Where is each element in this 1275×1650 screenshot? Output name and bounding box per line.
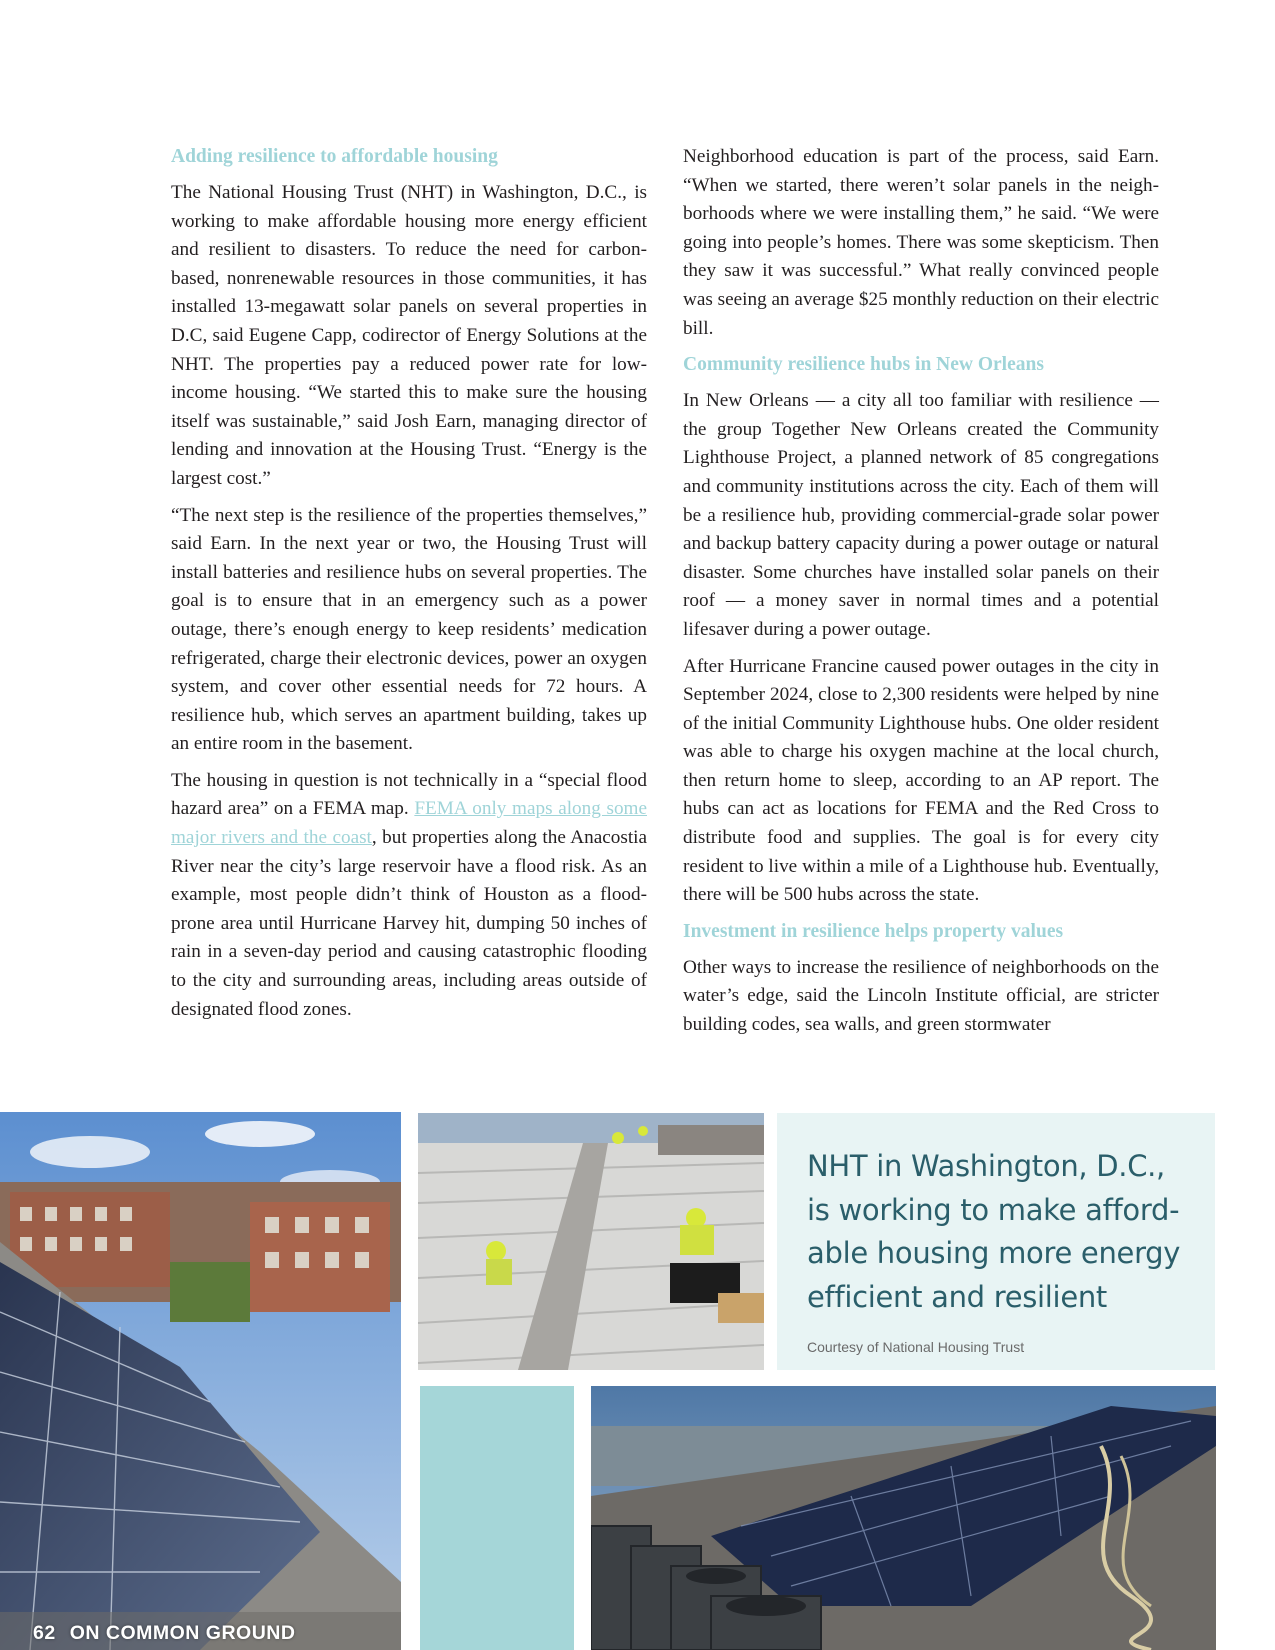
paragraph: Other ways to increase the resilience of neighborhoods on the water’s edge, said the Lincoln Institute official, are stricter building codes, sea walls, and green stormwater	[683, 956, 1159, 1036]
page-footer	[33, 1622, 295, 1645]
paragraph-text: The housing in question is not technically in a “special flood hazard area” on a FEMA map.	[171, 769, 647, 820]
paragraph: After Hurricane Francine caused power outages in the city in September 2024, close to 2,300 residents were helped by nine of the initial Community Lighthouse hubs. One older resident was able to charge his oxygen machine at the local church, then return home to sleep, according to an AP report. The hubs can act as locations for FEMA and the Red Cross to distribute food and supplies. The goal is for every city resident to live within a mile of a Lighthouse hub. Eventually, there will be 500 hubs across the state.	[683, 655, 1159, 906]
publication-name: ON COMMON GROUND	[69, 1622, 296, 1644]
section-heading-property-values: Investment in resilience helps property values	[683, 920, 1064, 942]
roof-workers-photo	[418, 1113, 764, 1370]
callout-quote: NHT in Washington, D.C., is working to make affordable housing more energy efficient and resilient	[807, 1149, 1181, 1314]
paragraph-text: , but properties along the Anacostia River near the city’s large reservoir have a flood risk. As an example, most people didn’t think of Houston as a flood-prone area until Hurricane Harvey hit, dumping 50 inches of rain in a seven-day period and causing catastrophic flooding to the city and surrounding areas, including areas outside of designated flood zones.	[171, 827, 647, 1020]
solar-rooftop-apartments-photo	[0, 1112, 401, 1650]
paragraph: The National Housing Trust (NHT) in Washington, D.C., is working to make affordable housing more energy efficient and resilient to disasters. To reduce the need for carbon-based, nonrenewable resources in those communities, it has installed 13-megawatt solar panels on several properties in D.C, said Eugene Capp, codirector of Energy Solutions at the NHT. The properties pay a reduced power rate for low-income housing. “We started this to make sure the housing itself was sustainable,” said Josh Earn, managing director of lending and innovation at the Housing Trust. “Energy is the largest cost.”	[171, 182, 647, 489]
fema-maps-link[interactable]: FEMA only maps along some major rivers and the coast	[171, 798, 647, 849]
decorative-teal-block	[420, 1386, 574, 1650]
paragraph: Neighborhood education is part of the process, said Earn. “When we started, there weren’t solar panels in the neighborhoods where we were installing them,” he said. “We were going into people’s homes. There was some skepticism. Then they saw it was successful.” What really convinced people was seeing an average $25 monthly reduction on their electric bill.	[683, 146, 1159, 339]
page-number: 62	[33, 1622, 56, 1644]
photo-credit: Courtesy of National Housing Trust	[807, 1339, 1025, 1355]
solar-panels-ac-units-photo	[591, 1386, 1216, 1650]
callout-box	[777, 1113, 1215, 1370]
left-column	[171, 143, 647, 1032]
paragraph: In New Orleans — a city all too familiar with resilience — the group Together New Orleans created the Community Lighthouse Project, a planned network of 85 congregations and community institutions across the city. Each of them will be a resilience hub, providing commercial-grade solar power and backup battery capacity during a power outage or natural disaster. Some churches have installed solar panels on their roof — a money saver in normal times and a potential lifesaver during a power outage.	[683, 390, 1159, 640]
right-column	[683, 143, 1159, 1048]
section-heading-new-orleans: Community resilience hubs in New Orleans	[683, 354, 1044, 376]
section-heading-affordable-housing: Adding resilience to affordable housing	[171, 146, 498, 167]
paragraph	[171, 767, 647, 1024]
paragraph: “The next step is the resilience of the properties themselves,” said Earn. In the next year or two, the Housing Trust will install batteries and resilience hubs on several properties. The goal is to ensure that in an emergency such as a power outage, there’s enough energy to keep residents’ medication refrigerated, charge their electronic devices, power an oxygen system, and cover other essential needs for 72 hours. A resilience hub, which serves an apartment building, takes up an entire room in the basement.	[171, 504, 647, 755]
